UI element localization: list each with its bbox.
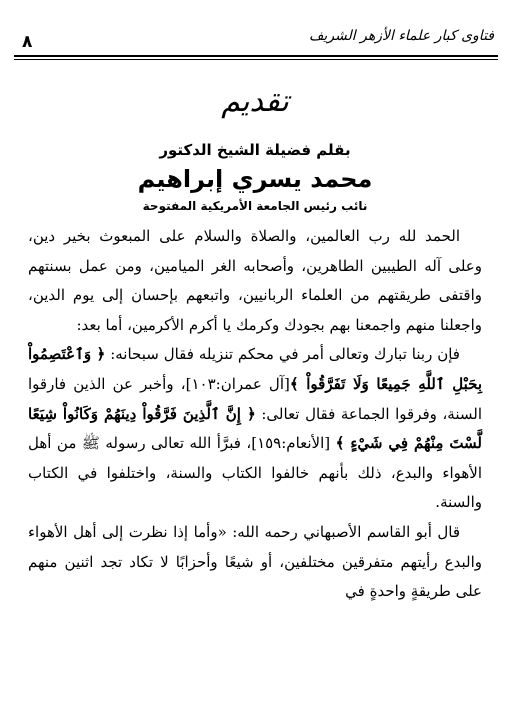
page-header [14,28,498,64]
paragraph-1: الحمد لله رب العالمين، والصلاة والسلام على المبعوث بخير دين، وعلى آله الطيبين الطاهرين، وأصحابه الغر الميامين، ومن عمل بسنتهم واقتفى طريقتهم من العلماء الربانيين، واتبعهم بإحسان إلى يوم الدين، واجعلنا منهم واجمعنا بهم بجودك وكرمك يا أكرم الأكرمين، أما بعد: [28,227,482,334]
byline: بقلم فضيلة الشيخ الدكتور [159,141,351,159]
paragraph-2-intro: فإن ربنا تبارك وتعالى أمر في محكم تنزيله فقال سبحانه: [110,345,460,364]
paragraph-2-end: ، فبرَّأ الله تعالى رسوله ﷺ من أهل الأهواء والبدع، ذلك بأنهم خالفوا الكتاب والسنة، واختلفوا في الكتاب والسنة. [28,434,482,512]
body-text [28,222,482,607]
author-name: محمد يسري إبراهيم [137,165,373,193]
page-number: ٨ [22,32,33,52]
section-title: تقديم [221,84,289,119]
running-title: فتاوى كبار علماء الأزهر الشريف [308,28,494,44]
verse-2-reference: [الأنعام:١٥٩] [251,434,331,453]
header-rule [14,55,498,57]
paragraph-2-middle: ، وأخبر عن الذين فارقوا السنة، وفرقوا الجماعة فقال تعالى: [28,374,482,423]
paragraph-2 [28,340,482,518]
header-rule-thin [14,59,498,60]
paragraph-3: قال أبو القاسم الأصبهاني رحمه الله: «وأما إذا نظرت إلى أهل الأهواء والبدع رأيتهم متفرقين مختلفين، أو شيعًا وأحزابًا لا تكاد تجد اثنين منهم على طريقةٍ واحدةٍ في [28,522,482,601]
quran-verse-2: ﴿ إِنَّ ٱلَّذِينَ فَرَّقُواْ دِينَهُمْ وَكَانُواْ شِيَعًا لَّسْتَ مِنْهُمْ فِي شَيْءٍ ﴾ [28,404,482,453]
author-role: نائب رئيس الجامعة الأمريكية المفتوحة [142,199,368,213]
quran-verse-1: ﴿ وَٱعْتَصِمُواْ بِحَبْلِ ٱللَّهِ جَمِيعًا وَلَا تَفَرَّقُواْ ﴾ [28,345,483,393]
verse-1-reference: [آل عمران:١٠٣] [185,374,290,393]
